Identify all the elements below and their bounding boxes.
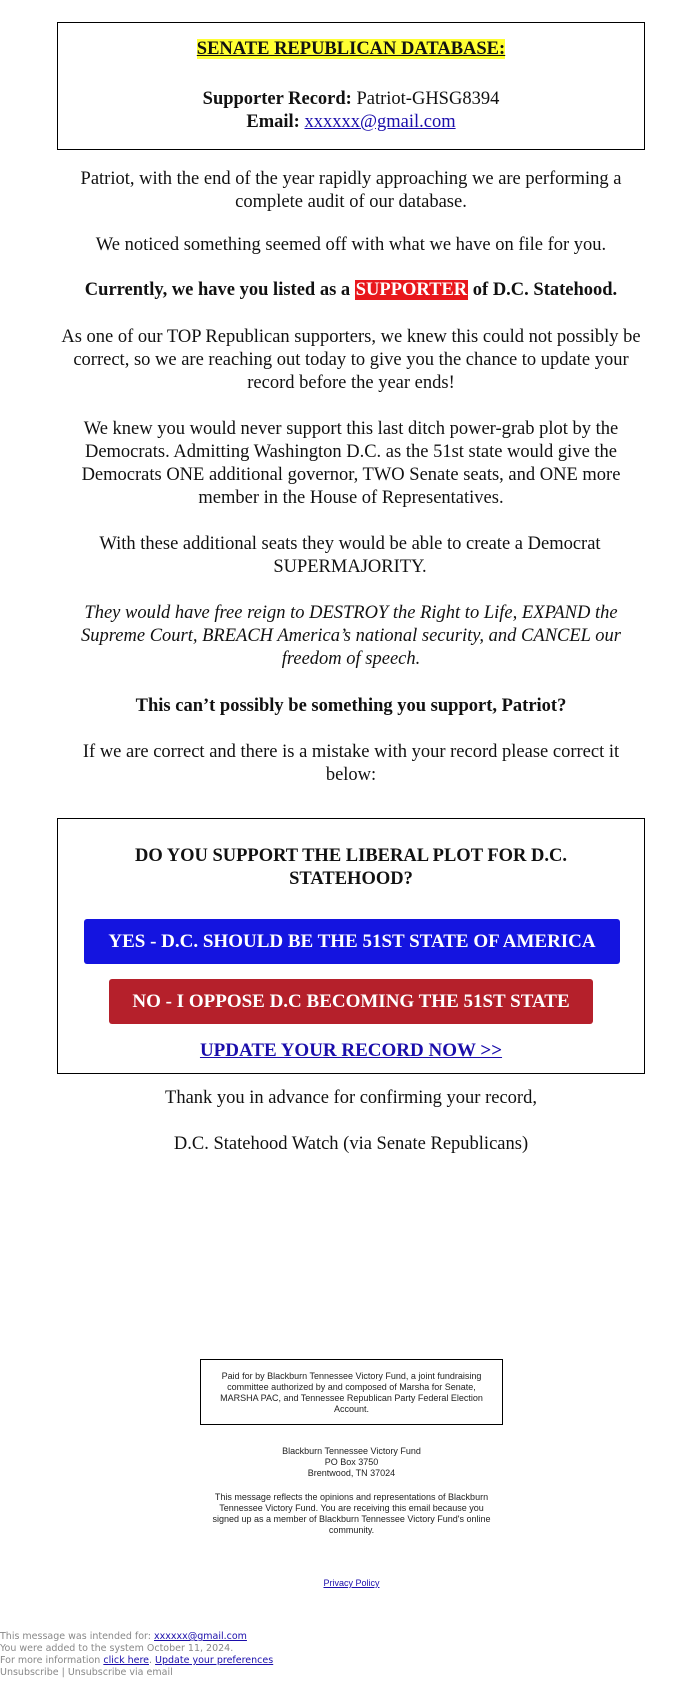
supporter-badge: SUPPORTER xyxy=(355,280,468,300)
unsubscribe-line: Unsubscribe | Unsubscribe via email xyxy=(0,1667,173,1678)
org-name: Blackburn Tennessee Victory Fund xyxy=(282,1446,421,1456)
update-record-link[interactable]: UPDATE YOUR RECORD NOW >> xyxy=(199,1040,503,1061)
paid-for-text: Paid for by Blackburn Tennessee Victory Fund, a joint fundraising committee authorized by and composed of Marsha for Senate, MARSHA PAC, and Tennessee Republican Party Federal Election Account. xyxy=(220,1371,483,1414)
correct-record-paragraph: If we are correct and there is a mistake with your record please correct it below: xyxy=(82,742,620,785)
signature-text: D.C. Statehood Watch (via Senate Republicans) xyxy=(173,1134,529,1154)
top-supporters-paragraph: As one of our TOP Republican supporters, we knew this could not possibly be correct, so we are reaching out today to give you the chance to update your record before the year ends! xyxy=(61,327,641,393)
yes-button[interactable]: YES - D.C. SHOULD BE THE 51ST STATE OF AMERICA xyxy=(84,919,620,964)
thanks-text: Thank you in advance for confirming your record, xyxy=(165,1088,537,1108)
email-label: Email: xyxy=(246,112,300,132)
privacy-policy-link[interactable]: Privacy Policy xyxy=(323,1578,380,1588)
unsubscribe-email-link[interactable]: Unsubscribe via email xyxy=(67,1667,173,1678)
no-button[interactable]: NO - I OPPOSE D.C BECOMING THE 51ST STATE xyxy=(109,979,593,1024)
paid-for-box xyxy=(200,1359,503,1425)
database-title: SENATE REPUBLICAN DATABASE: xyxy=(196,39,506,59)
question-paragraph: This can’t possibly be something you support, Patriot? xyxy=(135,696,567,716)
org-address xyxy=(200,1446,503,1479)
intended-for-line: This message was intended for: xxxxxx@gmail.com xyxy=(0,1631,247,1642)
supporter-record-box xyxy=(57,22,645,150)
added-line: You were added to the system October 11, 2024. xyxy=(0,1643,234,1654)
supporter-record-line xyxy=(58,89,644,110)
consequences-paragraph: They would have free reign to DESTROY the Right to Life, EXPAND the Supreme Court, BREACH America’s national security, and CANCEL our freedom of speech. xyxy=(81,603,621,669)
poll-box xyxy=(57,818,645,1074)
supermajority-paragraph: With these additional seats they would be able to create a Democrat SUPERMAJORITY. xyxy=(99,534,601,577)
email-link[interactable]: xxxxxx@gmail.com xyxy=(304,112,456,132)
intro-paragraph: Patriot, with the end of the year rapidly approaching we are performing a complete audit of our database. xyxy=(80,169,622,212)
email-line xyxy=(58,112,644,133)
poll-question: DO YOU SUPPORT THE LIBERAL PLOT FOR D.C. STATEHOOD? xyxy=(135,846,567,889)
intended-email-link[interactable]: xxxxxx@gmail.com xyxy=(154,1631,247,1642)
more-info-line: For more information click here. Update your preferences xyxy=(0,1655,274,1666)
supporter-record-value: Patriot-GHSG8394 xyxy=(356,89,500,109)
supporter-record-label: Supporter Record: xyxy=(202,89,352,109)
noticed-paragraph: We noticed something seemed off with what we have on file for you. xyxy=(95,235,607,255)
power-grab-paragraph: We knew you would never support this last ditch power-grab plot by the Democrats. Admitting Washington D.C. as the 51st state would give the Democrats ONE additional governor, TWO Senate seats, and ONE more member in the House of Representatives. xyxy=(81,419,621,508)
unsubscribe-link[interactable]: Unsubscribe xyxy=(0,1667,59,1678)
update-preferences-link[interactable]: Update your preferences xyxy=(155,1655,274,1666)
po-box: PO Box 3750 xyxy=(324,1457,379,1467)
disclaimer-text: This message reflects the opinions and representations of Blackburn Tennessee Victory Fund. You are receiving this email because you signed up as a member of Blackburn Tennessee Victory Fund's online community. xyxy=(212,1492,491,1535)
city-line: Brentwood, TN 37024 xyxy=(307,1468,396,1478)
click-here-link[interactable]: click here xyxy=(103,1655,149,1666)
current-status-paragraph: Currently, we have you listed as a SUPPORTER of D.C. Statehood. xyxy=(84,280,618,300)
privacy-policy-wrap xyxy=(200,1578,503,1589)
